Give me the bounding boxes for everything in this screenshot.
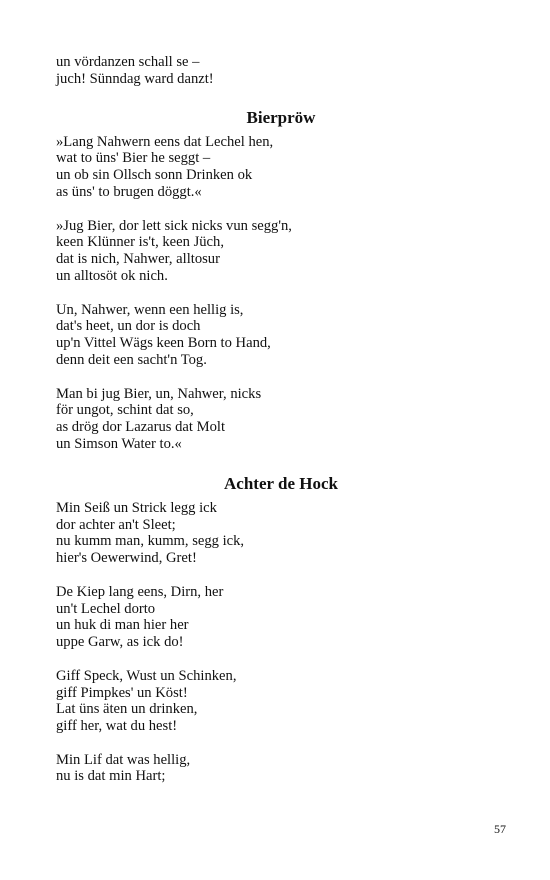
verse-line: un Simson Water to.« — [56, 435, 182, 452]
poem2-stanza-4 — [56, 752, 506, 786]
poem1-stanza-1 — [56, 134, 506, 201]
verse-line: giff Pimpkes' un Köst! — [56, 684, 188, 701]
verse-line: un ob sin Ollsch sonn Drinken ok — [56, 167, 253, 184]
poem-title-achter-de-hock: Achter de Hock — [224, 473, 338, 493]
verse-line: Min Lif dat was hellig, — [56, 751, 191, 768]
verse-line: dor achter an't Sleet; — [56, 516, 176, 533]
verse-line: up'n Vittel Wägs keen Born to Hand, — [56, 335, 271, 352]
verse-line: as drög dor Lazarus dat Molt — [56, 419, 225, 436]
verse-line: nu is dat min Hart; — [56, 768, 166, 785]
verse-line: un vördanzen schall se – — [56, 54, 200, 70]
verse-line: denn deit een sacht'n Tog. — [56, 351, 207, 368]
verse-line: »Lang Nahwern eens dat Lechel hen, — [56, 133, 274, 150]
verse-line: nu kumm man, kumm, segg ick, — [56, 533, 245, 550]
poem2-stanza-1 — [56, 500, 506, 567]
verse-line: juch! Sünndag ward danzt! — [56, 70, 214, 87]
verse-line: Min Seiß un Strick legg ick — [56, 499, 217, 516]
page-content — [56, 54, 506, 785]
verse-line: dat is nich, Nahwer, alltosur — [56, 251, 220, 268]
verse-line: hier's Oewerwind, Gret! — [56, 550, 197, 567]
verse-line: Lat üns äten un drinken, — [56, 701, 198, 718]
verse-line: Man bi jug Bier, un, Nahwer, nicks — [56, 385, 262, 402]
verse-line: Un, Nahwer, wenn een hellig is, — [56, 301, 244, 318]
verse-line: un huk di man hier her — [56, 617, 189, 634]
verse-line: keen Klünner is't, keen Jüch, — [56, 234, 224, 251]
page-number: 57 — [494, 822, 506, 836]
verse-line: un alltosöt ok nich. — [56, 267, 168, 284]
verse-line: Giff Speck, Wust un Schinken, — [56, 667, 237, 684]
verse-line: un't Lechel dorto — [56, 600, 156, 617]
verse-line: wat to üns' Bier he seggt – — [56, 150, 211, 167]
verse-line: dat's heet, un dor is doch — [56, 318, 201, 335]
intro-stanza — [56, 54, 506, 88]
poem1-stanza-4 — [56, 386, 506, 453]
poem2-stanza-2 — [56, 584, 506, 651]
poem-title-bierproew: Bierpröw — [246, 107, 316, 127]
verse-line: uppe Garw, as ick do! — [56, 634, 184, 651]
verse-line: för ungot, schint dat so, — [56, 402, 194, 419]
verse-line: giff her, wat du hest! — [56, 718, 178, 735]
poem2-stanza-3 — [56, 668, 506, 735]
poem1-stanza-2 — [56, 218, 506, 285]
poem1-stanza-3 — [56, 302, 506, 369]
verse-line: De Kiep lang eens, Dirn, her — [56, 583, 224, 600]
verse-line: »Jug Bier, dor lett sick nicks vun segg'n, — [56, 217, 292, 234]
verse-line: as üns' to brugen döggt.« — [56, 183, 202, 200]
